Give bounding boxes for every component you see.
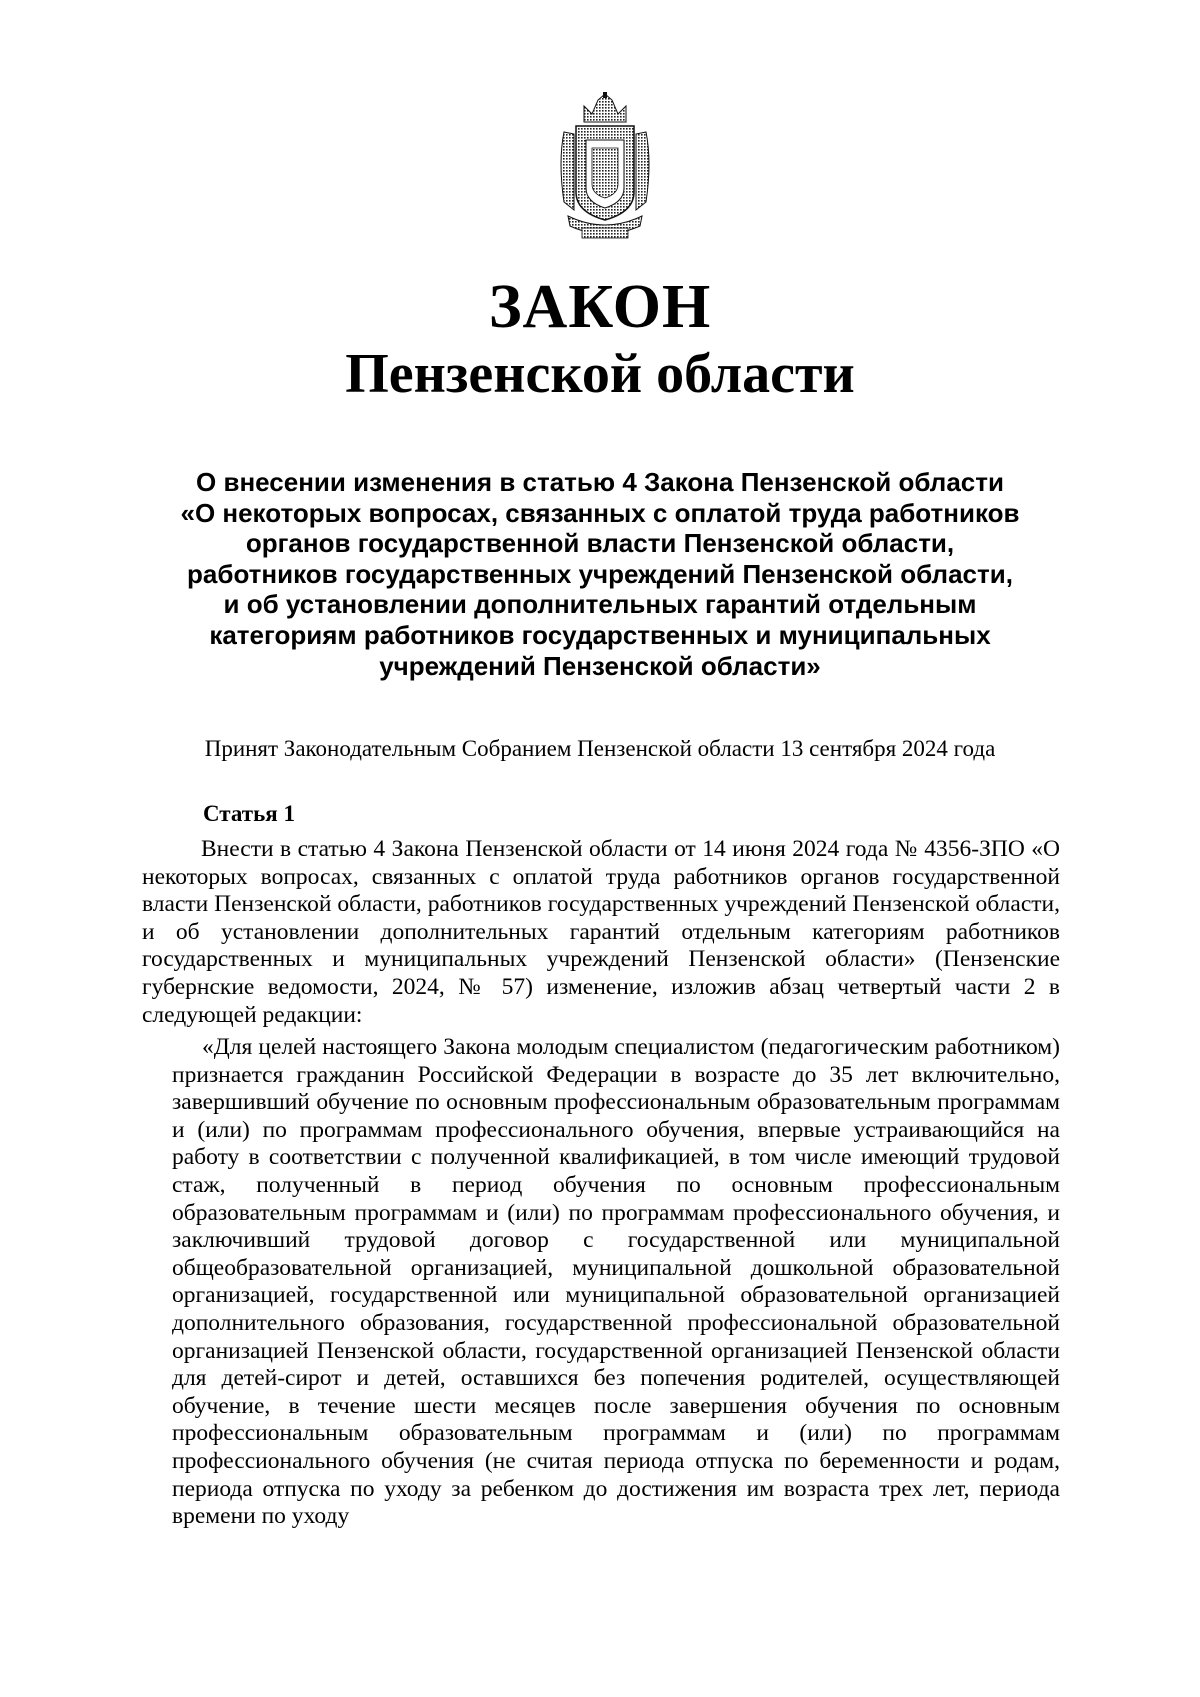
subject-line: работников государственных учреждений Пензенской области, [187, 558, 1013, 589]
subject-line: категориям работников государственных и муниципальных [209, 619, 991, 650]
adoption-note: Принят Законодательным Собранием Пензенской области 13 сентября 2024 года [204, 736, 996, 761]
subject-line: органов государственной власти Пензенской области, [245, 528, 955, 559]
subject-line: учреждений Пензенской области» [379, 650, 821, 681]
amendment-quote [172, 1034, 1060, 1531]
subject-line: О внесении изменения в статью 4 Закона Пензенской области [196, 467, 1004, 497]
subject-line: «О некоторых вопросах, связанных с оплатой труда работников [180, 497, 1020, 528]
subject-line: и об установлении дополнительных гарантий отдельным [223, 589, 977, 620]
law-region-title: Пензенской области [345, 343, 855, 405]
article-body [142, 836, 1060, 1029]
law-title: ЗАКОН [488, 273, 712, 341]
article-intro-paragraph: Внести в статью 4 Закона Пензенской области от 14 июня 2024 года № 4356-ЗПО «О некоторых вопросах, связанных с оплатой труда работников органов государственной власти Пензенской области, работников государственных учреждений Пензенской области, и об установлении дополнительных гарантий отдельным категориям работников государственных и муниципальных учреждений Пензенской области» (Пензенские губернские ведомости, 2024, № 57) изменение, изложив абзац четвертый части 2 в следующей редакции: [142, 836, 1060, 1028]
law-subject [130, 467, 1070, 681]
amendment-quote-paragraph: «Для целей настоящего Закона молодым специалистом (педагогическим работником) признается гражданин Российской Федерации в возрасте до 35 лет включительно, завершивший обучение по основным профессиональным образовательным программам и (или) по программам профессионального обучения, впервые устраивающийся на работу в соответствии с полученной квалификацией, в том числе имеющий трудовой стаж, полученный в период обучения по основным профессиональным образовательным программам и (или) по программам профессионального обучения, и заключивший трудовой договор с государственной или муниципальной общеобразовательной организацией, муниципальной дошкольной образовательной организацией, государственной или муниципальной образовательной организацией дополнительного образования, государственной профессиональной образовательной организацией Пензенской области, государственной организацией Пензенской области для детей-сирот и детей, оставшихся без попечения родителей, осуществляющей обучение, в течение шести месяцев после завершения обучения по основным профессиональным образовательным программам и (или) по программам профессионального обучения (не считая периода отпуска по беременности и родам, периода отпуска по уходу за ребенком до достижения им возраста трех лет, периода времени по уходу [172, 1034, 1060, 1530]
article-heading: Статья 1 [203, 801, 295, 826]
coat-of-arms-icon [554, 92, 656, 242]
